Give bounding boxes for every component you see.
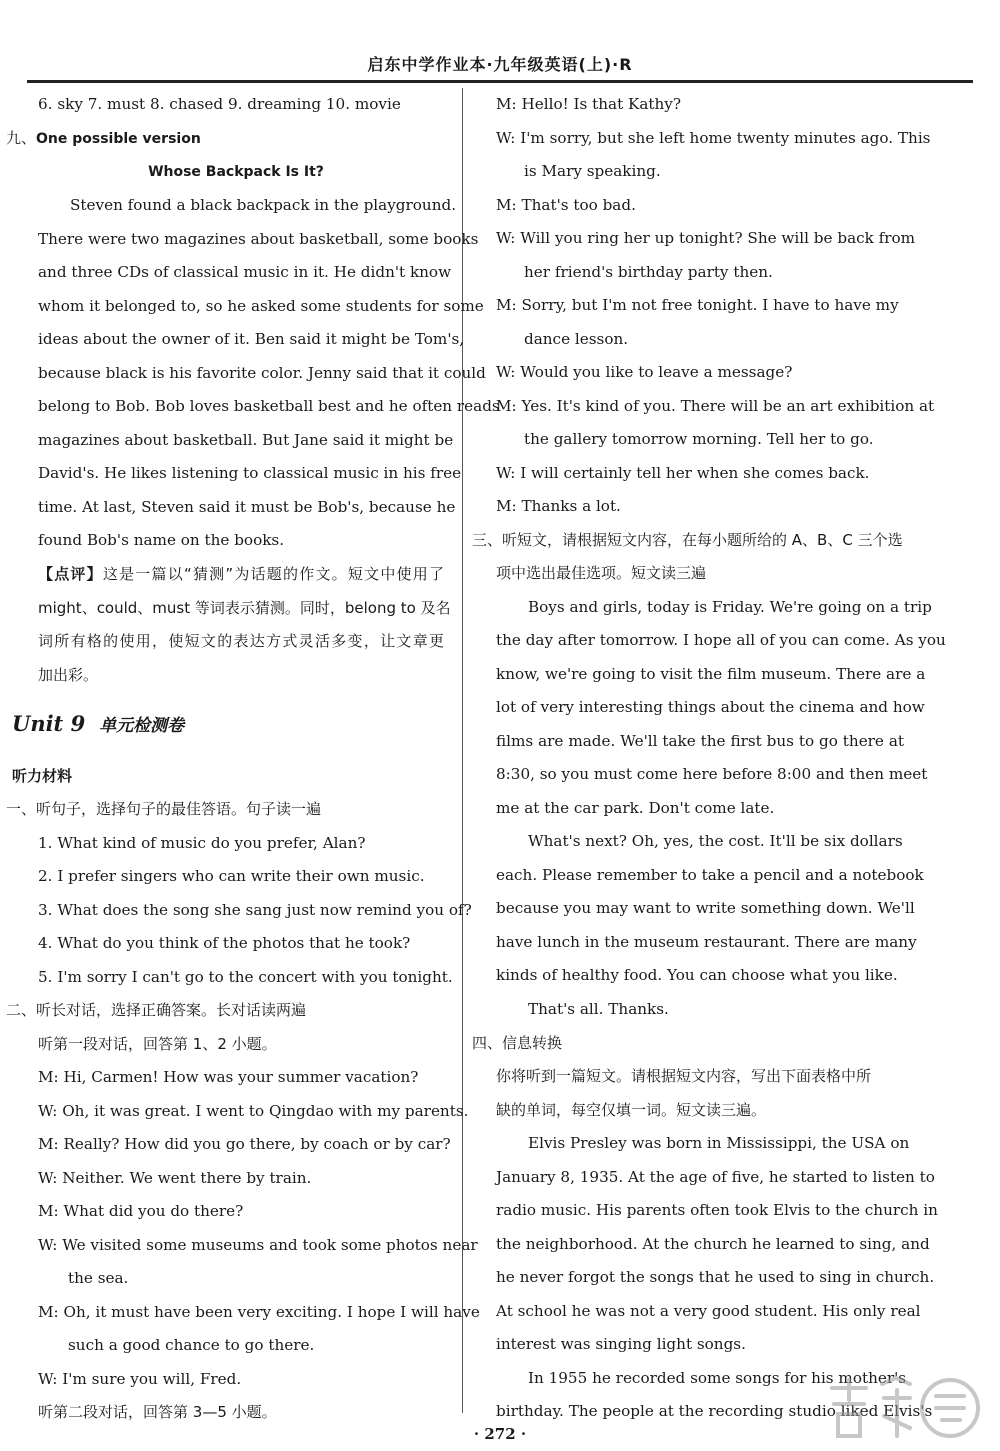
passage-3-line: What's next? Oh, yes, the cost. It'll be six dollars [528,832,903,850]
essay-line: magazines about basketball. But Jane said it might be [38,431,454,449]
essay-line: ideas about the owner of it. Ben said it might be Tom's, [38,330,465,348]
dialog-line: is Mary speaking. [524,162,661,180]
passage-3-line: each. Please remember to take a pencil and a notebook [496,866,924,884]
dialog-2-intro: 听第二段对话，回答第 3—5 小题。 [38,1403,277,1421]
dialog-line: W: Neither. We went there by train. [38,1169,312,1187]
passage-3-line: me at the car park. Don't come late. [496,799,775,817]
dialog-line: the gallery tomorrow morning. Tell her to go. [524,430,874,448]
dialog-line: M: Hello! Is that Kathy? [496,95,682,113]
dialog-line: W: Will you ring her up tonight? She will be back from [496,229,916,247]
part-1-item: 4. What do you think of the photos that he took? [38,934,411,952]
unit-title: Unit 9 [12,711,86,736]
part-3-heading: 三、听短文，请根据短文内容，在每小题所给的 A、B、C 三个选 [472,531,903,549]
part-4-instructions: 缺的单词，每空仅填一词。短文读三遍。 [496,1101,767,1119]
passage-3-line: Boys and girls, today is Friday. We're going on a trip [528,598,932,616]
dialog-line: M: Hi, Carmen! How was your summer vacation? [38,1068,419,1086]
dialog-line: M: Yes. It's kind of you. There will be an art exhibition at [496,397,935,415]
dialog-line: M: That's too bad. [496,196,636,214]
dialog-line: the sea. [68,1269,129,1287]
header-rule [27,80,973,83]
dialog-line: M: Oh, it must have been very exciting. I hope I will have [38,1303,480,1321]
dialog-line: W: I'm sure you will, Fred. [38,1370,242,1388]
section-9-heading [6,128,201,149]
part-2-heading: 二、听长对话，选择正确答案。长对话读两遍 [6,1001,307,1019]
comment-line: 词所有格的使用，使短文的表达方式灵活多变，让文章更 [38,632,444,650]
answer-key-line: 6. sky 7. must 8. chased 9. dreaming 10. movie [38,95,401,113]
dialog-line: W: Would you like to leave a message? [496,363,793,381]
page-number: · 272 · [473,1425,527,1443]
dialog-line: such a good chance to go there. [68,1336,315,1354]
part-1-item: 1. What kind of music do you prefer, Alan? [38,834,366,852]
passage-3-line: 8:30, so you must come here before 8:00 and then meet [496,765,928,783]
passage-3-line: That's all. Thanks. [528,1000,669,1018]
essay-line: time. At last, Steven said it must be Bob's, because he [38,498,456,516]
column-divider [462,88,463,1413]
part-3-heading-cont: 项中选出最佳选项。短文读三遍 [496,564,707,582]
dialog-line: W: Oh, it was great. I went to Qingdao with my parents. [38,1102,469,1120]
passage-4-line: In 1955 he recorded some songs for his mother's [528,1369,907,1387]
comment-line [38,564,444,584]
passage-4-line: Elvis Presley was born in Mississippi, the USA on [528,1134,910,1152]
part-1-heading: 一、听句子，选择句子的最佳答语。句子读一遍 [6,800,322,818]
essay-line: David's. He likes listening to classical music in his free [38,464,462,482]
dialog-line: dance lesson. [524,330,629,348]
part-1-item: 5. I'm sorry I can't go to the concert with you tonight. [38,968,453,986]
part-4-instructions: 你将听到一篇短文。请根据短文内容，写出下面表格中所 [496,1067,872,1085]
passage-3-line: kinds of healthy food. You can choose what you like. [496,966,898,984]
passage-4-line: January 8, 1935. At the age of five, he started to listen to [496,1168,935,1186]
passage-3-line: lot of very interesting things about the cinema and how [496,698,925,716]
part-4-heading: 四、信息转换 [472,1034,563,1052]
dialog-line: W: I will certainly tell her when she comes back. [496,464,870,482]
essay-line: whom it belonged to, so he asked some students for some [38,297,484,315]
section-9-label: 九、 [6,129,37,147]
unit-subtitle: 单元检测卷 [99,716,185,736]
comment-label: 【点评】 [38,565,103,583]
comment-line: 加出彩。 [38,666,99,684]
passage-4-line: interest was singing light songs. [496,1335,746,1353]
essay-line: belong to Bob. Bob loves basketball best and he often reads [38,397,500,415]
passage-4-line: birthday. The people at the recording studio liked Elvis's [496,1402,933,1420]
dialog-line: her friend's birthday party then. [524,263,773,281]
essay-line: found Bob's name on the books. [38,531,285,549]
watermark-logo-icon [820,1370,995,1448]
passage-4-line: the neighborhood. At the church he learned to sing, and [496,1235,930,1253]
essay-line: because black is his favorite color. Jenny said that it could [38,364,486,382]
comment-line: might、could、must 等词表示猜测。同时，belong to 及名 [38,599,451,617]
dialog-line: W: We visited some museums and took some photos near [38,1236,478,1254]
dialog-line: M: Thanks a lot. [496,497,621,515]
passage-3-line: have lunch in the museum restaurant. There are many [496,933,917,951]
essay-line: There were two magazines about basketball, some books [38,230,479,248]
passage-3-line: films are made. We'll take the first bus to go there at [496,732,904,750]
listening-heading: 听力材料 [12,767,73,785]
dialog-line: W: I'm sorry, but she left home twenty minutes ago. This [496,129,931,147]
unit-heading [12,710,184,740]
part-1-item: 2. I prefer singers who can write their own music. [38,867,425,885]
passage-4-line: radio music. His parents often took Elvis to the church in [496,1201,938,1219]
part-1-item: 3. What does the song she sang just now remind you of? [38,901,472,919]
essay-title: Whose Backpack Is It? [148,164,324,180]
passage-4-line: he never forgot the songs that he used to sing in church. [496,1268,935,1286]
section-9-title: One possible version [36,131,201,147]
dialog-line: M: What did you do there? [38,1202,244,1220]
comment-text: 这是一篇以“猜测”为话题的作文。短文中使用了 [102,565,444,583]
page-header-title: 启东中学作业本·九年级英语(上)·R [367,55,633,74]
essay-line: Steven found a black backpack in the playground. [70,196,457,214]
passage-4-line: At school he was not a very good student. His only real [496,1302,921,1320]
dialog-1-intro: 听第一段对话，回答第 1、2 小题。 [38,1035,277,1053]
dialog-line: M: Sorry, but I'm not free tonight. I have to have my [496,296,899,314]
dialog-line: M: Really? How did you go there, by coach or by car? [38,1135,451,1153]
passage-3-line: know, we're going to visit the film museum. There are a [496,665,926,683]
essay-line: and three CDs of classical music in it. He didn't know [38,263,452,281]
passage-3-line: the day after tomorrow. I hope all of you can come. As you [496,631,946,649]
passage-3-line: because you may want to write something down. We'll [496,899,915,917]
